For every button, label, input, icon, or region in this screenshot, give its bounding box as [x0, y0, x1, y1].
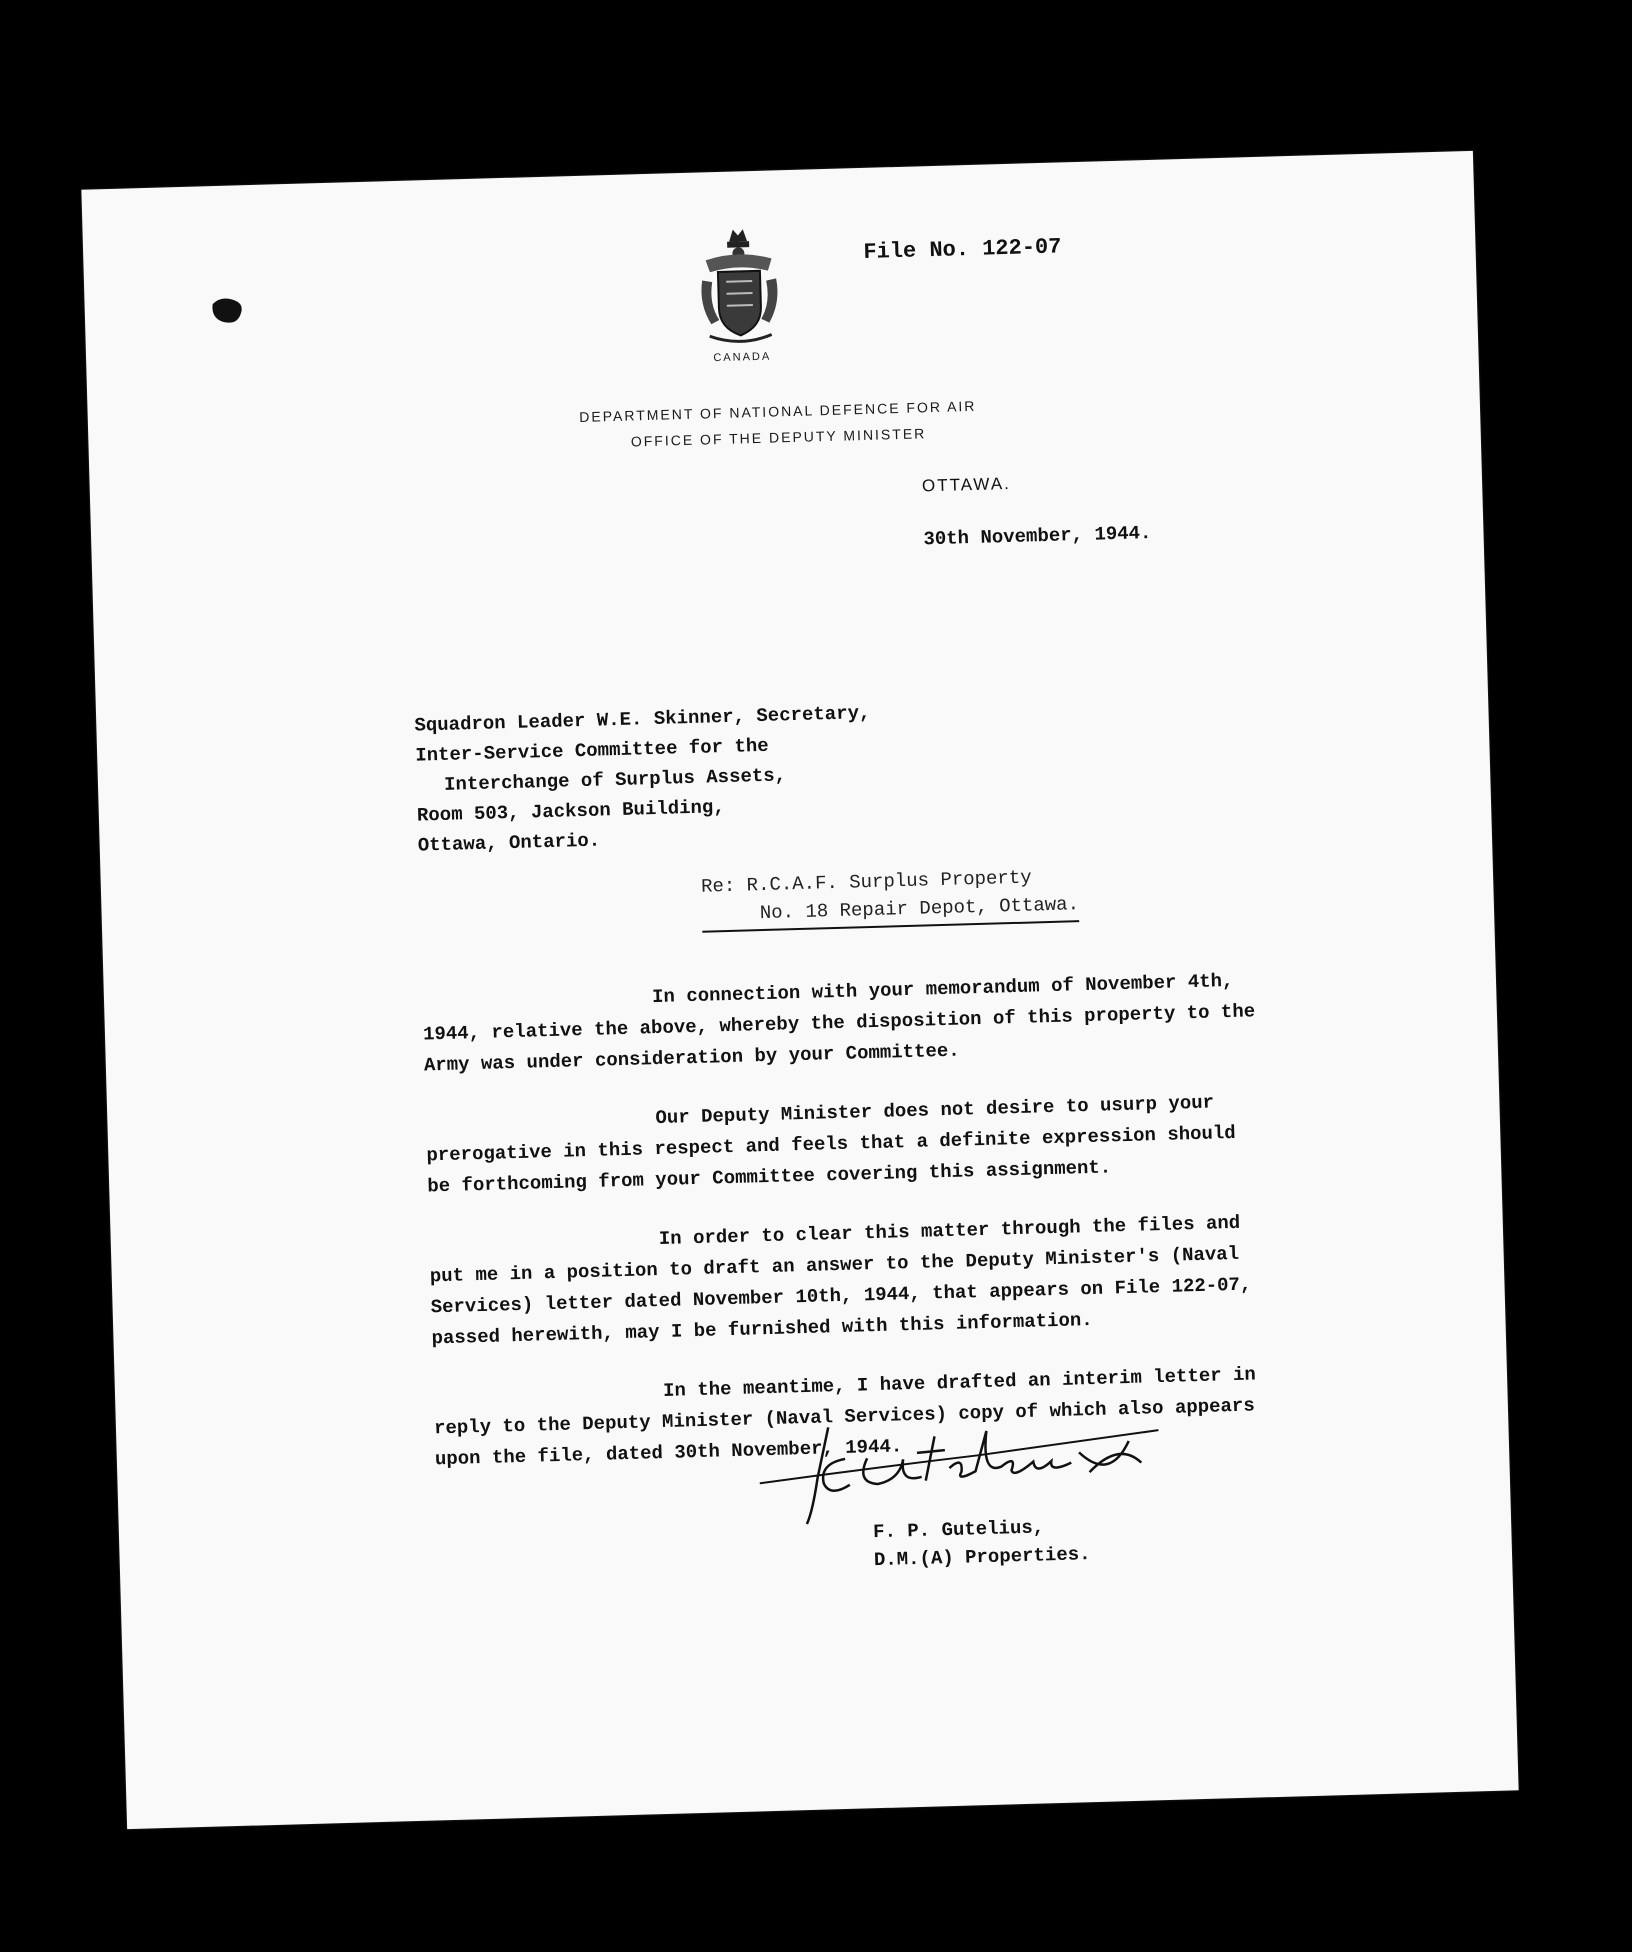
- file-number: File No. 122-07: [863, 234, 1062, 265]
- letter-page: [81, 151, 1518, 1829]
- address-line: Inter-Service Committee for the: [414, 734, 769, 767]
- coat-of-arms-icon: [693, 222, 787, 354]
- department-name: DEPARTMENT OF NATIONAL DEFENCE FOR AIR: [579, 397, 977, 425]
- subject-line: [701, 862, 1080, 933]
- subject-line-2: No. 18 Repair Depot, Ottawa.: [701, 890, 1079, 933]
- paragraph: In connection with your memorandum of November 4th, 1944, relative the above, whereby the disposition of this property to the Army was under consideration by your Committee.: [422, 969, 1256, 1077]
- address-line: Room 503, Jackson Building,: [416, 796, 726, 827]
- signer-title: D.M.(A) Properties.: [873, 1543, 1091, 1572]
- handwritten-signature: [748, 1410, 1171, 1532]
- paragraph: In order to clear this matter through the files and put me in a position to draft an answer to the Deputy Minister's (Naval Services) letter dated November 10th, 1944, that appears on File 122-07, passed herewith, may I be furnished with this information.: [429, 1211, 1252, 1350]
- crest-caption: CANADA: [713, 350, 772, 365]
- address-line: Squadron Leader W.E. Skinner, Secretary,: [414, 701, 871, 737]
- signer-name: F. P. Gutelius,: [872, 1516, 1045, 1544]
- paragraph: Our Deputy Minister does not desire to usurp your prerogative in this respect and feels that a definite expression should be forthcoming from your Committee covering this assignment.: [426, 1091, 1237, 1198]
- paragraph: In the meantime, I have drafted an interim letter in reply to the Deputy Minister (Naval Services) copy of which also appears upon the file, dated 30th November, 1944.: [433, 1363, 1257, 1471]
- ink-blot: [208, 295, 249, 330]
- city: OTTAWA.: [921, 473, 1012, 496]
- office-name: OFFICE OF THE DEPUTY MINISTER: [630, 425, 927, 450]
- subject-line-1: Re: R.C.A.F. Surplus Property: [700, 866, 1032, 898]
- letter-date: 30th November, 1944.: [923, 522, 1152, 551]
- recipient-address: [414, 698, 874, 861]
- address-line: Interchange of Surplus Assets,: [443, 764, 787, 796]
- letterhead: [518, 391, 1039, 457]
- signer-block: [873, 1512, 1091, 1574]
- address-line: Ottawa, Ontario.: [417, 829, 601, 857]
